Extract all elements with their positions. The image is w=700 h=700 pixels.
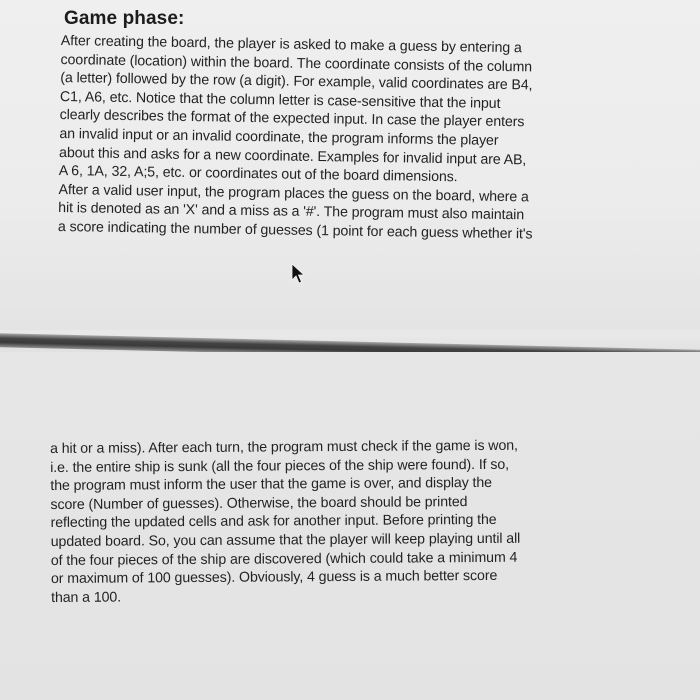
text-line: the program must inform the user that the game is over, and display the — [50, 475, 492, 495]
text-line: clearly describes the format of the expected input. In case the player enters — [59, 107, 525, 131]
text-line: an invalid input or an invalid coordinate, the program informs the player — [59, 125, 499, 149]
text-line: of the four pieces of the ship are discovered (which could take a minimum 4 — [50, 549, 518, 569]
text-line: score (Number of guesses). Otherwise, the board should be printed — [50, 493, 468, 513]
text-line: (a letter) followed by the row (a digit). For example, valid coordinates are B4, — [60, 70, 533, 94]
text-line: hit is denoted as an 'X' and a miss as a '#'. The program must also maintain — [58, 200, 525, 224]
text-line: A 6, 1A, 32, A;5, etc. or coordinates out of the board dimensions. — [58, 163, 458, 186]
text-line: After creating the board, the player is asked to make a guess by entering a — [60, 32, 522, 57]
text-line: i.e. the entire ship is sunk (all the four pieces of the ship were found). If so, — [50, 456, 510, 476]
text-line: than a 100. — [51, 589, 122, 606]
top-paragraph — [58, 32, 581, 245]
text-line: a score indicating the number of guesses (1 point for each guess whether it's — [57, 218, 533, 243]
text-line: about this and asks for a new coordinate. Examples for invalid input are AB, — [58, 144, 527, 168]
mouse-pointer-icon — [290, 263, 306, 285]
section-heading: Game phase: — [64, 8, 185, 29]
text-line: coordinate (location) within the board. The coordinate consists of the column — [60, 51, 533, 75]
text-line: updated board. So, you can assume that the player will keep playing until all — [50, 530, 521, 550]
text-line: reflecting the updated cells and ask for another input. Before printing the — [50, 512, 497, 532]
bottom-paragraph — [50, 436, 571, 607]
text-line: C1, A6, etc. Notice that the column letter is case-sensitive that the input — [59, 88, 501, 112]
text-line: or maximum of 100 guesses). Obviously, 4 guess is a much better score — [50, 568, 498, 588]
text-line: a hit or a miss). After each turn, the program must check if the game is won, — [50, 437, 518, 457]
text-line: After a valid user input, the program places the guess on the board, where a — [58, 181, 529, 206]
